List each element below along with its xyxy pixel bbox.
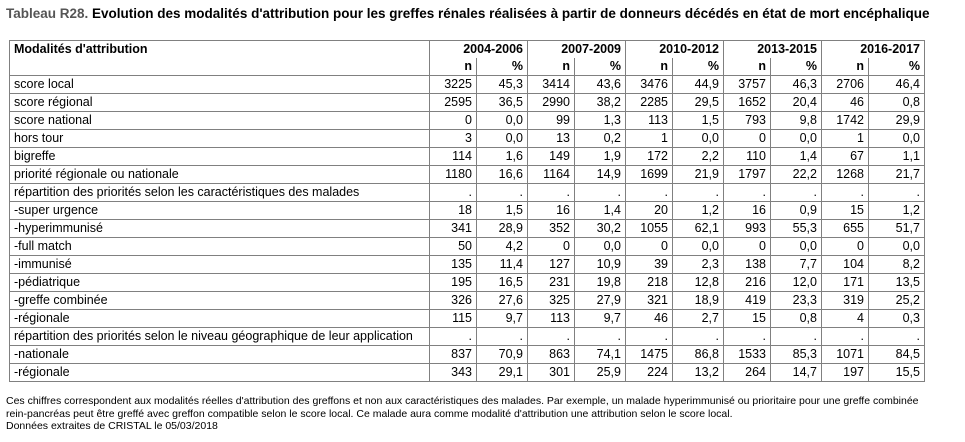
data-source-note: Données extraites de CRISTAL le 05/03/2018 <box>6 420 218 432</box>
table-number: Tableau R28. <box>6 6 89 21</box>
cell-count: 3225 <box>430 76 477 94</box>
cell-count: 1699 <box>626 166 673 184</box>
table-row <box>10 94 925 112</box>
cell-percent: 16,6 <box>477 166 528 184</box>
sub-header-pct: % <box>771 58 822 76</box>
row-label: -nationale <box>10 346 430 364</box>
cell-percent: . <box>477 328 528 346</box>
cell-count: 231 <box>528 274 575 292</box>
cell-count: 1268 <box>822 166 869 184</box>
row-label: -hyperimmunisé <box>10 220 430 238</box>
cell-percent: 2,2 <box>673 148 724 166</box>
row-label: score local <box>10 76 430 94</box>
cell-percent: 36,5 <box>477 94 528 112</box>
cell-percent: . <box>477 184 528 202</box>
cell-count: 1533 <box>724 346 771 364</box>
cell-count: 1180 <box>430 166 477 184</box>
cell-percent: 1,4 <box>771 148 822 166</box>
cell-count: 195 <box>430 274 477 292</box>
cell-percent: 21,7 <box>869 166 925 184</box>
cell-count: 149 <box>528 148 575 166</box>
cell-count: 13 <box>528 130 575 148</box>
cell-percent: 38,2 <box>575 94 626 112</box>
table-row <box>10 220 925 238</box>
footnote <box>6 395 919 433</box>
cell-count: 197 <box>822 364 869 382</box>
cell-percent: 2,3 <box>673 256 724 274</box>
row-label: priorité régionale ou nationale <box>10 166 430 184</box>
cell-count: 46 <box>626 310 673 328</box>
row-label: -immunisé <box>10 256 430 274</box>
cell-count: 2285 <box>626 94 673 112</box>
cell-count: 15 <box>822 202 869 220</box>
cell-percent: 1,5 <box>477 202 528 220</box>
row-label: -régionale <box>10 310 430 328</box>
cell-percent: 1,2 <box>673 202 724 220</box>
cell-count: 3476 <box>626 76 673 94</box>
cell-count: 172 <box>626 148 673 166</box>
cell-percent: 43,6 <box>575 76 626 94</box>
sub-header-n: n <box>528 58 575 76</box>
cell-count: 326 <box>430 292 477 310</box>
row-label: -régionale <box>10 364 430 382</box>
cell-count: . <box>430 328 477 346</box>
row-label: score régional <box>10 94 430 112</box>
sub-header-pct: % <box>477 58 528 76</box>
cell-count: 67 <box>822 148 869 166</box>
cell-count: 325 <box>528 292 575 310</box>
table-body <box>10 76 925 382</box>
cell-count: 793 <box>724 112 771 130</box>
cell-percent: 29,1 <box>477 364 528 382</box>
cell-percent: 86,8 <box>673 346 724 364</box>
cell-percent: 62,1 <box>673 220 724 238</box>
cell-count: 0 <box>822 238 869 256</box>
cell-percent: 14,9 <box>575 166 626 184</box>
cell-count: 4 <box>822 310 869 328</box>
cell-count: 216 <box>724 274 771 292</box>
cell-count: 113 <box>528 310 575 328</box>
cell-percent: 46,4 <box>869 76 925 94</box>
row-label: -full match <box>10 238 430 256</box>
cell-count: 135 <box>430 256 477 274</box>
cell-count: 3757 <box>724 76 771 94</box>
cell-count: . <box>430 184 477 202</box>
row-label: bigreffe <box>10 148 430 166</box>
cell-count: 46 <box>822 94 869 112</box>
footnote-line: rein-pancréas peut être greffé avec greffon compatible selon le score local. Ce malade aura comme modalité d'attribution une attribution selon le score local. <box>6 407 733 420</box>
cell-count: 1475 <box>626 346 673 364</box>
cell-percent: 11,4 <box>477 256 528 274</box>
cell-percent: 13,2 <box>673 364 724 382</box>
cell-count: 171 <box>822 274 869 292</box>
cell-count: 0 <box>430 112 477 130</box>
cell-percent: 1,3 <box>575 112 626 130</box>
cell-percent: 0,0 <box>869 130 925 148</box>
column-header-modalites: Modalités d'attribution <box>10 41 430 59</box>
cell-count: 343 <box>430 364 477 382</box>
table-row <box>10 166 925 184</box>
cell-count: 301 <box>528 364 575 382</box>
cell-percent: 0,2 <box>575 130 626 148</box>
table-row <box>10 148 925 166</box>
cell-count: 20 <box>626 202 673 220</box>
cell-count: 0 <box>724 238 771 256</box>
cell-count: 863 <box>528 346 575 364</box>
row-label: score national <box>10 112 430 130</box>
cell-percent: 0,3 <box>869 310 925 328</box>
cell-percent: 30,2 <box>575 220 626 238</box>
cell-percent: 29,9 <box>869 112 925 130</box>
cell-count: 224 <box>626 364 673 382</box>
cell-percent: 28,9 <box>477 220 528 238</box>
sub-header-pct: % <box>575 58 626 76</box>
cell-percent: 84,5 <box>869 346 925 364</box>
cell-percent: . <box>869 328 925 346</box>
cell-count: 16 <box>724 202 771 220</box>
table-row <box>10 274 925 292</box>
cell-count: 113 <box>626 112 673 130</box>
cell-percent: 0,0 <box>477 130 528 148</box>
cell-percent: 0,0 <box>575 238 626 256</box>
cell-percent: 51,7 <box>869 220 925 238</box>
cell-percent: . <box>575 328 626 346</box>
table-row <box>10 292 925 310</box>
cell-percent: 18,9 <box>673 292 724 310</box>
cell-count: 993 <box>724 220 771 238</box>
cell-percent: 9,8 <box>771 112 822 130</box>
cell-count: 419 <box>724 292 771 310</box>
cell-percent: 0,8 <box>869 94 925 112</box>
cell-count: 0 <box>724 130 771 148</box>
cell-count: 2706 <box>822 76 869 94</box>
period-header: 2016-2017 <box>822 41 925 59</box>
cell-percent: 21,9 <box>673 166 724 184</box>
cell-percent: 15,5 <box>869 364 925 382</box>
table-row <box>10 238 925 256</box>
table-row <box>10 256 925 274</box>
cell-percent: 0,0 <box>477 112 528 130</box>
cell-percent: 27,6 <box>477 292 528 310</box>
cell-count: 99 <box>528 112 575 130</box>
cell-percent: 27,9 <box>575 292 626 310</box>
cell-percent: . <box>575 184 626 202</box>
cell-count: . <box>822 328 869 346</box>
cell-count: 1055 <box>626 220 673 238</box>
cell-count: 15 <box>724 310 771 328</box>
cell-count: 16 <box>528 202 575 220</box>
cell-percent: . <box>673 184 724 202</box>
table-title-text: Evolution des modalités d'attribution pour les greffes rénales réalisées à partir de donneurs décédés en état de mort encéphalique <box>92 6 930 21</box>
cell-count: 2595 <box>430 94 477 112</box>
cell-count: 115 <box>430 310 477 328</box>
sub-header-n: n <box>822 58 869 76</box>
sub-header-pct: % <box>673 58 724 76</box>
cell-percent: 9,7 <box>477 310 528 328</box>
cell-count: 50 <box>430 238 477 256</box>
cell-count: 218 <box>626 274 673 292</box>
period-header: 2004-2006 <box>430 41 528 59</box>
cell-count: . <box>724 184 771 202</box>
cell-count: . <box>528 184 575 202</box>
cell-count: 319 <box>822 292 869 310</box>
cell-percent: 16,5 <box>477 274 528 292</box>
cell-count: 352 <box>528 220 575 238</box>
cell-percent: . <box>771 328 822 346</box>
cell-count: 1 <box>822 130 869 148</box>
cell-percent: 0,8 <box>771 310 822 328</box>
row-label: -greffe combinée <box>10 292 430 310</box>
cell-count: . <box>626 328 673 346</box>
table-row <box>10 310 925 328</box>
cell-percent: 0,0 <box>869 238 925 256</box>
sub-header-pct: % <box>869 58 925 76</box>
cell-percent: 46,3 <box>771 76 822 94</box>
period-header: 2007-2009 <box>528 41 626 59</box>
table-row <box>10 184 925 202</box>
cell-count: 321 <box>626 292 673 310</box>
cell-count: . <box>724 328 771 346</box>
cell-percent: 1,5 <box>673 112 724 130</box>
table-row <box>10 130 925 148</box>
table-row <box>10 112 925 130</box>
cell-percent: 0,0 <box>771 130 822 148</box>
cell-count: 127 <box>528 256 575 274</box>
row-label: -super urgence <box>10 202 430 220</box>
cell-count: 1797 <box>724 166 771 184</box>
cell-percent: 25,9 <box>575 364 626 382</box>
footnote-line: Ces chiffres correspondent aux modalités réelles d'attribution des greffons et non aux caractéristiques des malades. Par exemple, un malade hyperimmunisé ou prioritaire pour une greffe combinée <box>6 395 919 407</box>
cell-count: . <box>822 184 869 202</box>
attribution-table <box>9 40 925 382</box>
cell-count: 2990 <box>528 94 575 112</box>
cell-count: 655 <box>822 220 869 238</box>
sub-header-n: n <box>626 58 673 76</box>
cell-count: . <box>528 328 575 346</box>
row-label: -pédiatrique <box>10 274 430 292</box>
cell-count: 341 <box>430 220 477 238</box>
cell-percent: . <box>673 328 724 346</box>
cell-percent: 44,9 <box>673 76 724 94</box>
cell-percent: 12,0 <box>771 274 822 292</box>
table-row <box>10 76 925 94</box>
cell-percent: 45,3 <box>477 76 528 94</box>
table-row <box>10 364 925 382</box>
table-row <box>10 328 925 346</box>
cell-count: 3414 <box>528 76 575 94</box>
column-header-blank <box>10 58 430 76</box>
cell-count: 0 <box>626 238 673 256</box>
sub-header-n: n <box>430 58 477 76</box>
cell-count: . <box>626 184 673 202</box>
cell-percent: 1,9 <box>575 148 626 166</box>
cell-percent: 4,2 <box>477 238 528 256</box>
cell-percent: 29,5 <box>673 94 724 112</box>
cell-percent: 0,0 <box>673 238 724 256</box>
cell-percent: 2,7 <box>673 310 724 328</box>
cell-percent: 9,7 <box>575 310 626 328</box>
cell-percent: 1,2 <box>869 202 925 220</box>
sub-header-n: n <box>724 58 771 76</box>
cell-count: 1742 <box>822 112 869 130</box>
cell-count: 3 <box>430 130 477 148</box>
cell-count: 1652 <box>724 94 771 112</box>
cell-percent: 22,2 <box>771 166 822 184</box>
period-header: 2010-2012 <box>626 41 724 59</box>
cell-percent: . <box>869 184 925 202</box>
table-row <box>10 202 925 220</box>
cell-percent: 74,1 <box>575 346 626 364</box>
cell-percent: 8,2 <box>869 256 925 274</box>
cell-percent: 1,4 <box>575 202 626 220</box>
cell-percent: 20,4 <box>771 94 822 112</box>
period-header: 2013-2015 <box>724 41 822 59</box>
cell-count: 1071 <box>822 346 869 364</box>
cell-percent: 14,7 <box>771 364 822 382</box>
cell-percent: . <box>771 184 822 202</box>
cell-percent: 0,9 <box>771 202 822 220</box>
cell-percent: 0,0 <box>771 238 822 256</box>
cell-count: 1164 <box>528 166 575 184</box>
row-label: répartition des priorités selon le niveau géographique de leur application <box>10 328 430 346</box>
cell-percent: 10,9 <box>575 256 626 274</box>
cell-percent: 7,7 <box>771 256 822 274</box>
cell-count: 264 <box>724 364 771 382</box>
cell-percent: 1,6 <box>477 148 528 166</box>
cell-count: 1 <box>626 130 673 148</box>
cell-percent: 13,5 <box>869 274 925 292</box>
cell-percent: 25,2 <box>869 292 925 310</box>
cell-percent: 12,8 <box>673 274 724 292</box>
cell-count: 837 <box>430 346 477 364</box>
row-label: répartition des priorités selon les caractéristiques des malades <box>10 184 430 202</box>
cell-percent: 0,0 <box>673 130 724 148</box>
cell-count: 0 <box>528 238 575 256</box>
header-row-periods <box>10 41 925 59</box>
table-title <box>6 6 929 21</box>
cell-percent: 85,3 <box>771 346 822 364</box>
cell-percent: 1,1 <box>869 148 925 166</box>
cell-percent: 23,3 <box>771 292 822 310</box>
cell-percent: 70,9 <box>477 346 528 364</box>
cell-percent: 55,3 <box>771 220 822 238</box>
row-label: hors tour <box>10 130 430 148</box>
cell-percent: 19,8 <box>575 274 626 292</box>
cell-count: 39 <box>626 256 673 274</box>
cell-count: 104 <box>822 256 869 274</box>
cell-count: 110 <box>724 148 771 166</box>
cell-count: 18 <box>430 202 477 220</box>
cell-count: 114 <box>430 148 477 166</box>
header-row-units <box>10 58 925 76</box>
cell-count: 138 <box>724 256 771 274</box>
table-row <box>10 346 925 364</box>
